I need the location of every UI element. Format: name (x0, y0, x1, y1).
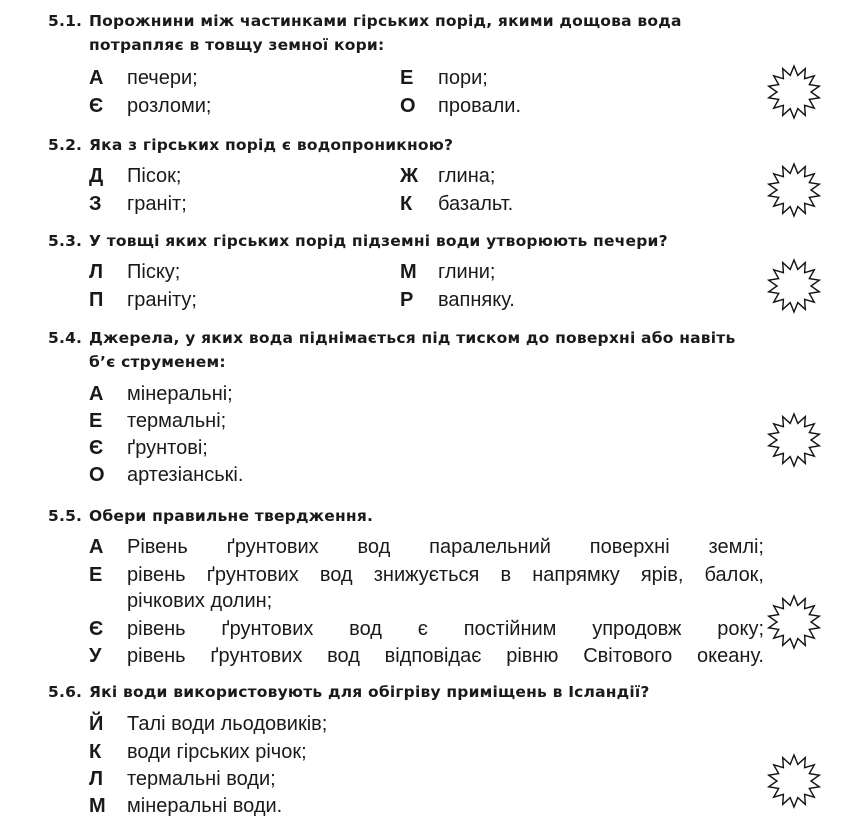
option-r[interactable] (400, 286, 515, 314)
option-text: граніт; (127, 193, 187, 215)
option-a[interactable] (89, 380, 233, 408)
option-y[interactable] (89, 710, 327, 738)
option-letter: К (89, 741, 102, 763)
option-letter: Л (89, 768, 104, 790)
question-text: Яка з гірських порід є водопроникною? (89, 136, 454, 154)
option-z[interactable] (89, 190, 187, 218)
option-l[interactable] (89, 765, 276, 793)
option-letter: Е (400, 67, 414, 89)
option-text: печери; (127, 67, 198, 89)
option-letter: О (89, 464, 105, 486)
option-o[interactable] (400, 92, 521, 120)
question-number: 5.5. (48, 507, 83, 525)
option-letter: Й (89, 713, 104, 735)
option-u[interactable] (89, 642, 764, 670)
option-letter: Є (89, 95, 104, 117)
option-text: Пісок; (127, 165, 182, 187)
option-letter: Р (400, 289, 414, 311)
option-text: Рівень ґрунтових вод паралельний поверхні землі; (127, 536, 764, 558)
question-number: 5.1. (48, 12, 83, 30)
option-letter: З (89, 193, 102, 215)
option-e[interactable] (89, 407, 226, 435)
option-letter: Е (89, 564, 103, 586)
question-5-3 (48, 229, 668, 253)
option-letter: Л (89, 261, 104, 283)
question-5-6 (48, 680, 650, 704)
option-zh[interactable] (400, 162, 495, 190)
option-text: глина; (438, 165, 496, 187)
option-letter: К (400, 193, 413, 215)
option-letter: А (89, 67, 104, 89)
option-letter: Ж (400, 165, 419, 187)
option-text: провали. (438, 95, 521, 117)
option-letter: О (400, 95, 416, 117)
option-text: вапняку. (438, 289, 515, 311)
option-text: базальт. (438, 193, 514, 215)
option-text: Піску; (127, 261, 181, 283)
option-letter: А (89, 536, 104, 558)
question-number: 5.4. (48, 329, 83, 347)
option-a[interactable] (89, 64, 198, 92)
answer-star-icon[interactable] (766, 753, 822, 809)
option-text: термальні; (127, 410, 227, 432)
option-text: води гірських річок; (127, 741, 307, 763)
question-5-5 (48, 504, 373, 528)
option-ye[interactable] (89, 615, 764, 643)
option-e[interactable] (89, 561, 764, 589)
option-letter: М (400, 261, 417, 283)
question-5-1 (48, 9, 682, 57)
option-text: термальні води; (127, 768, 276, 790)
option-text: мінеральні води. (127, 795, 283, 817)
option-k[interactable] (89, 738, 307, 766)
option-text: граніту; (127, 289, 197, 311)
option-letter: М (89, 795, 106, 817)
option-ye[interactable] (89, 92, 211, 120)
answer-star-icon[interactable] (766, 594, 822, 650)
option-o[interactable] (89, 461, 243, 489)
question-text-cont: потрапляє в товщу земної кори: (89, 36, 385, 54)
option-k[interactable] (400, 190, 513, 218)
option-text: розломи; (127, 95, 212, 117)
question-text: Які води використовують для обігріву приміщень в Ісландії? (89, 683, 650, 701)
option-m[interactable] (89, 792, 282, 820)
option-e[interactable] (400, 64, 488, 92)
option-text: Талі води льодовиків; (127, 713, 328, 735)
question-text: Порожнини між частинками гірських порід, якими дощова вода (89, 12, 682, 30)
question-text: Обери правильне твердження. (89, 507, 374, 525)
option-ye[interactable] (89, 434, 208, 462)
answer-star-icon[interactable] (766, 258, 822, 314)
option-text-cont: річкових долин; (127, 590, 273, 612)
question-number: 5.3. (48, 232, 83, 250)
option-letter: П (89, 289, 104, 311)
option-a[interactable] (89, 533, 764, 561)
question-text-cont: б’є струменем: (89, 353, 226, 371)
option-letter: А (89, 383, 104, 405)
option-text: артезіанські. (127, 464, 244, 486)
option-letter: У (89, 645, 102, 667)
option-letter: Є (89, 437, 104, 459)
option-letter: Є (89, 618, 104, 640)
option-text: мінеральні; (127, 383, 233, 405)
option-text: рівень ґрунтових вод є постійним упродовж року; (127, 618, 764, 640)
question-text: У товщі яких гірських порід підземні води утворюють печери? (89, 232, 668, 250)
question-number: 5.2. (48, 136, 83, 154)
option-d[interactable] (89, 162, 181, 190)
option-letter: Д (89, 165, 104, 187)
option-text: рівень ґрунтових вод відповідає рівню Світового океану. (127, 645, 764, 667)
answer-star-icon[interactable] (766, 412, 822, 468)
question-text: Джерела, у яких вода піднімається під тиском до поверхні або навіть (89, 329, 736, 347)
option-text: глини; (438, 261, 496, 283)
question-number: 5.6. (48, 683, 83, 701)
answer-star-icon[interactable] (766, 162, 822, 218)
option-p[interactable] (89, 286, 197, 314)
option-letter: Е (89, 410, 103, 432)
option-text: рівень ґрунтових вод знижується в напрямку ярів, балок, (127, 564, 764, 586)
question-5-2 (48, 133, 453, 157)
question-5-4 (48, 326, 735, 374)
option-text: ґрунтові; (127, 437, 208, 459)
option-l[interactable] (89, 258, 180, 286)
answer-star-icon[interactable] (766, 64, 822, 120)
option-m[interactable] (400, 258, 495, 286)
option-text: пори; (438, 67, 488, 89)
